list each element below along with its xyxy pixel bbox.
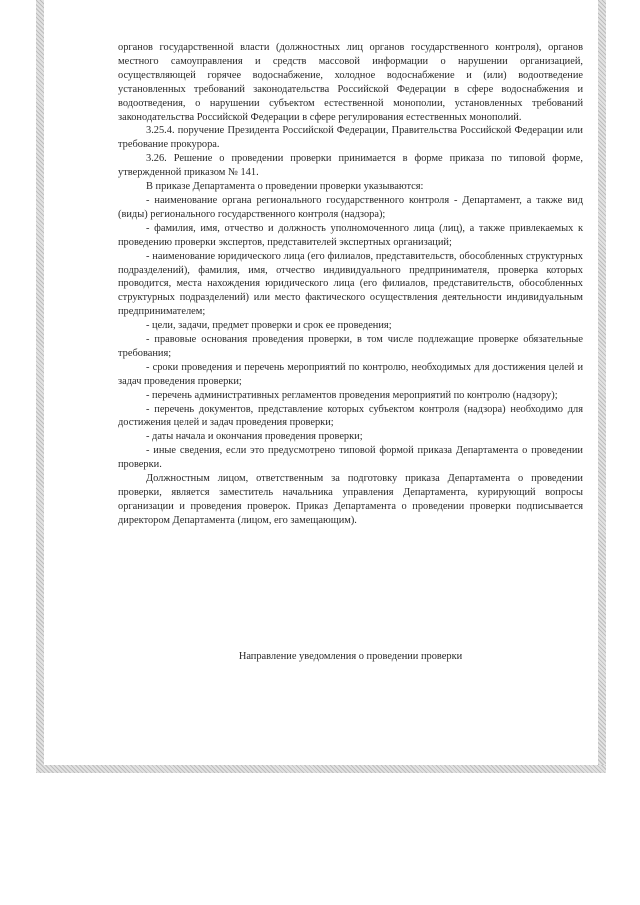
list-item: - фамилия, имя, отчество и должность уполномоченного лица (лиц), а также привлекаемых к проведению проверки экспертов, представителей экспертных организаций; xyxy=(118,222,583,248)
paragraph: В приказе Департамента о проведении проверки указываются: xyxy=(146,181,424,193)
paragraph: Должностным лицом, ответственным за подготовку приказа Департамента о проведении проверки, является заместитель начальника управления Департамента, курирующий вопросы организации и проведения проверок. Приказ Департамента о проведении проверки подписывается директором Департамента (лицом, его замещающим). xyxy=(118,473,583,526)
document-body xyxy=(118,41,583,528)
list-item: - иные сведения, если это предусмотрено типовой формой приказа Департамента о проведении проверки. xyxy=(118,445,583,471)
paragraph: 3.26. Решение о проведении проверки принимается в форме приказа по типовой форме, утвержденной приказом № 141. xyxy=(118,153,583,179)
list-item: - даты начала и окончания проведения проверки; xyxy=(146,431,363,443)
list-item: - сроки проведения и перечень мероприятий по контролю, необходимых для достижения целей и задач проведения проверки; xyxy=(118,361,583,387)
paragraph: органов государственной власти (должностных лиц органов государственного контроля), органов местного самоуправления и средств массовой информации о нарушении организацией, осуществляющей горячее водоснабжение, холодное водоснабжение и (или) водоотведение установленных требований законодательства Российской Федерации в сфере водоснабжения и водоотведения, о нарушении субъектом естественной монополии, установленных требований законодательства Российской Федерации в сфере регулирования естественных монополий. xyxy=(118,42,583,123)
section-heading: Направление уведомления о проведении проверки xyxy=(238,651,463,662)
list-item: - перечень административных регламентов проведения мероприятий по контролю (надзору); xyxy=(146,389,558,401)
list-item: - наименование юридического лица (его филиалов, представительств, обособленных структурных подразделений), фамилия, имя, отчество индивидуального предпринимателя, проверка которых проводится, места нахождения юридического лица (его филиалов, представительств, обособленных структурных подразделений) или место фактического осуществления деятельности индивидуальным предпринимателем; xyxy=(118,250,583,318)
list-item: - цели, задачи, предмет проверки и срок ее проведения; xyxy=(146,320,392,332)
list-item: - перечень документов, представление которых субъектом контроля (надзора) необходимо для достижения целей и задач проведения проверки; xyxy=(118,403,583,429)
paragraph: 3.25.4. поручение Президента Российской Федерации, Правительства Российской Федерации или требование прокурора. xyxy=(118,125,583,151)
list-item: - наименование органа регионального государственного контроля - Департамент, а также вид (виды) регионального государственного контроля (надзора); xyxy=(118,194,583,220)
page-frame-bottom-edge xyxy=(36,765,606,773)
list-item: - правовые основания проведения проверки, в том числе подлежащие проверке обязательные требования; xyxy=(118,334,583,359)
